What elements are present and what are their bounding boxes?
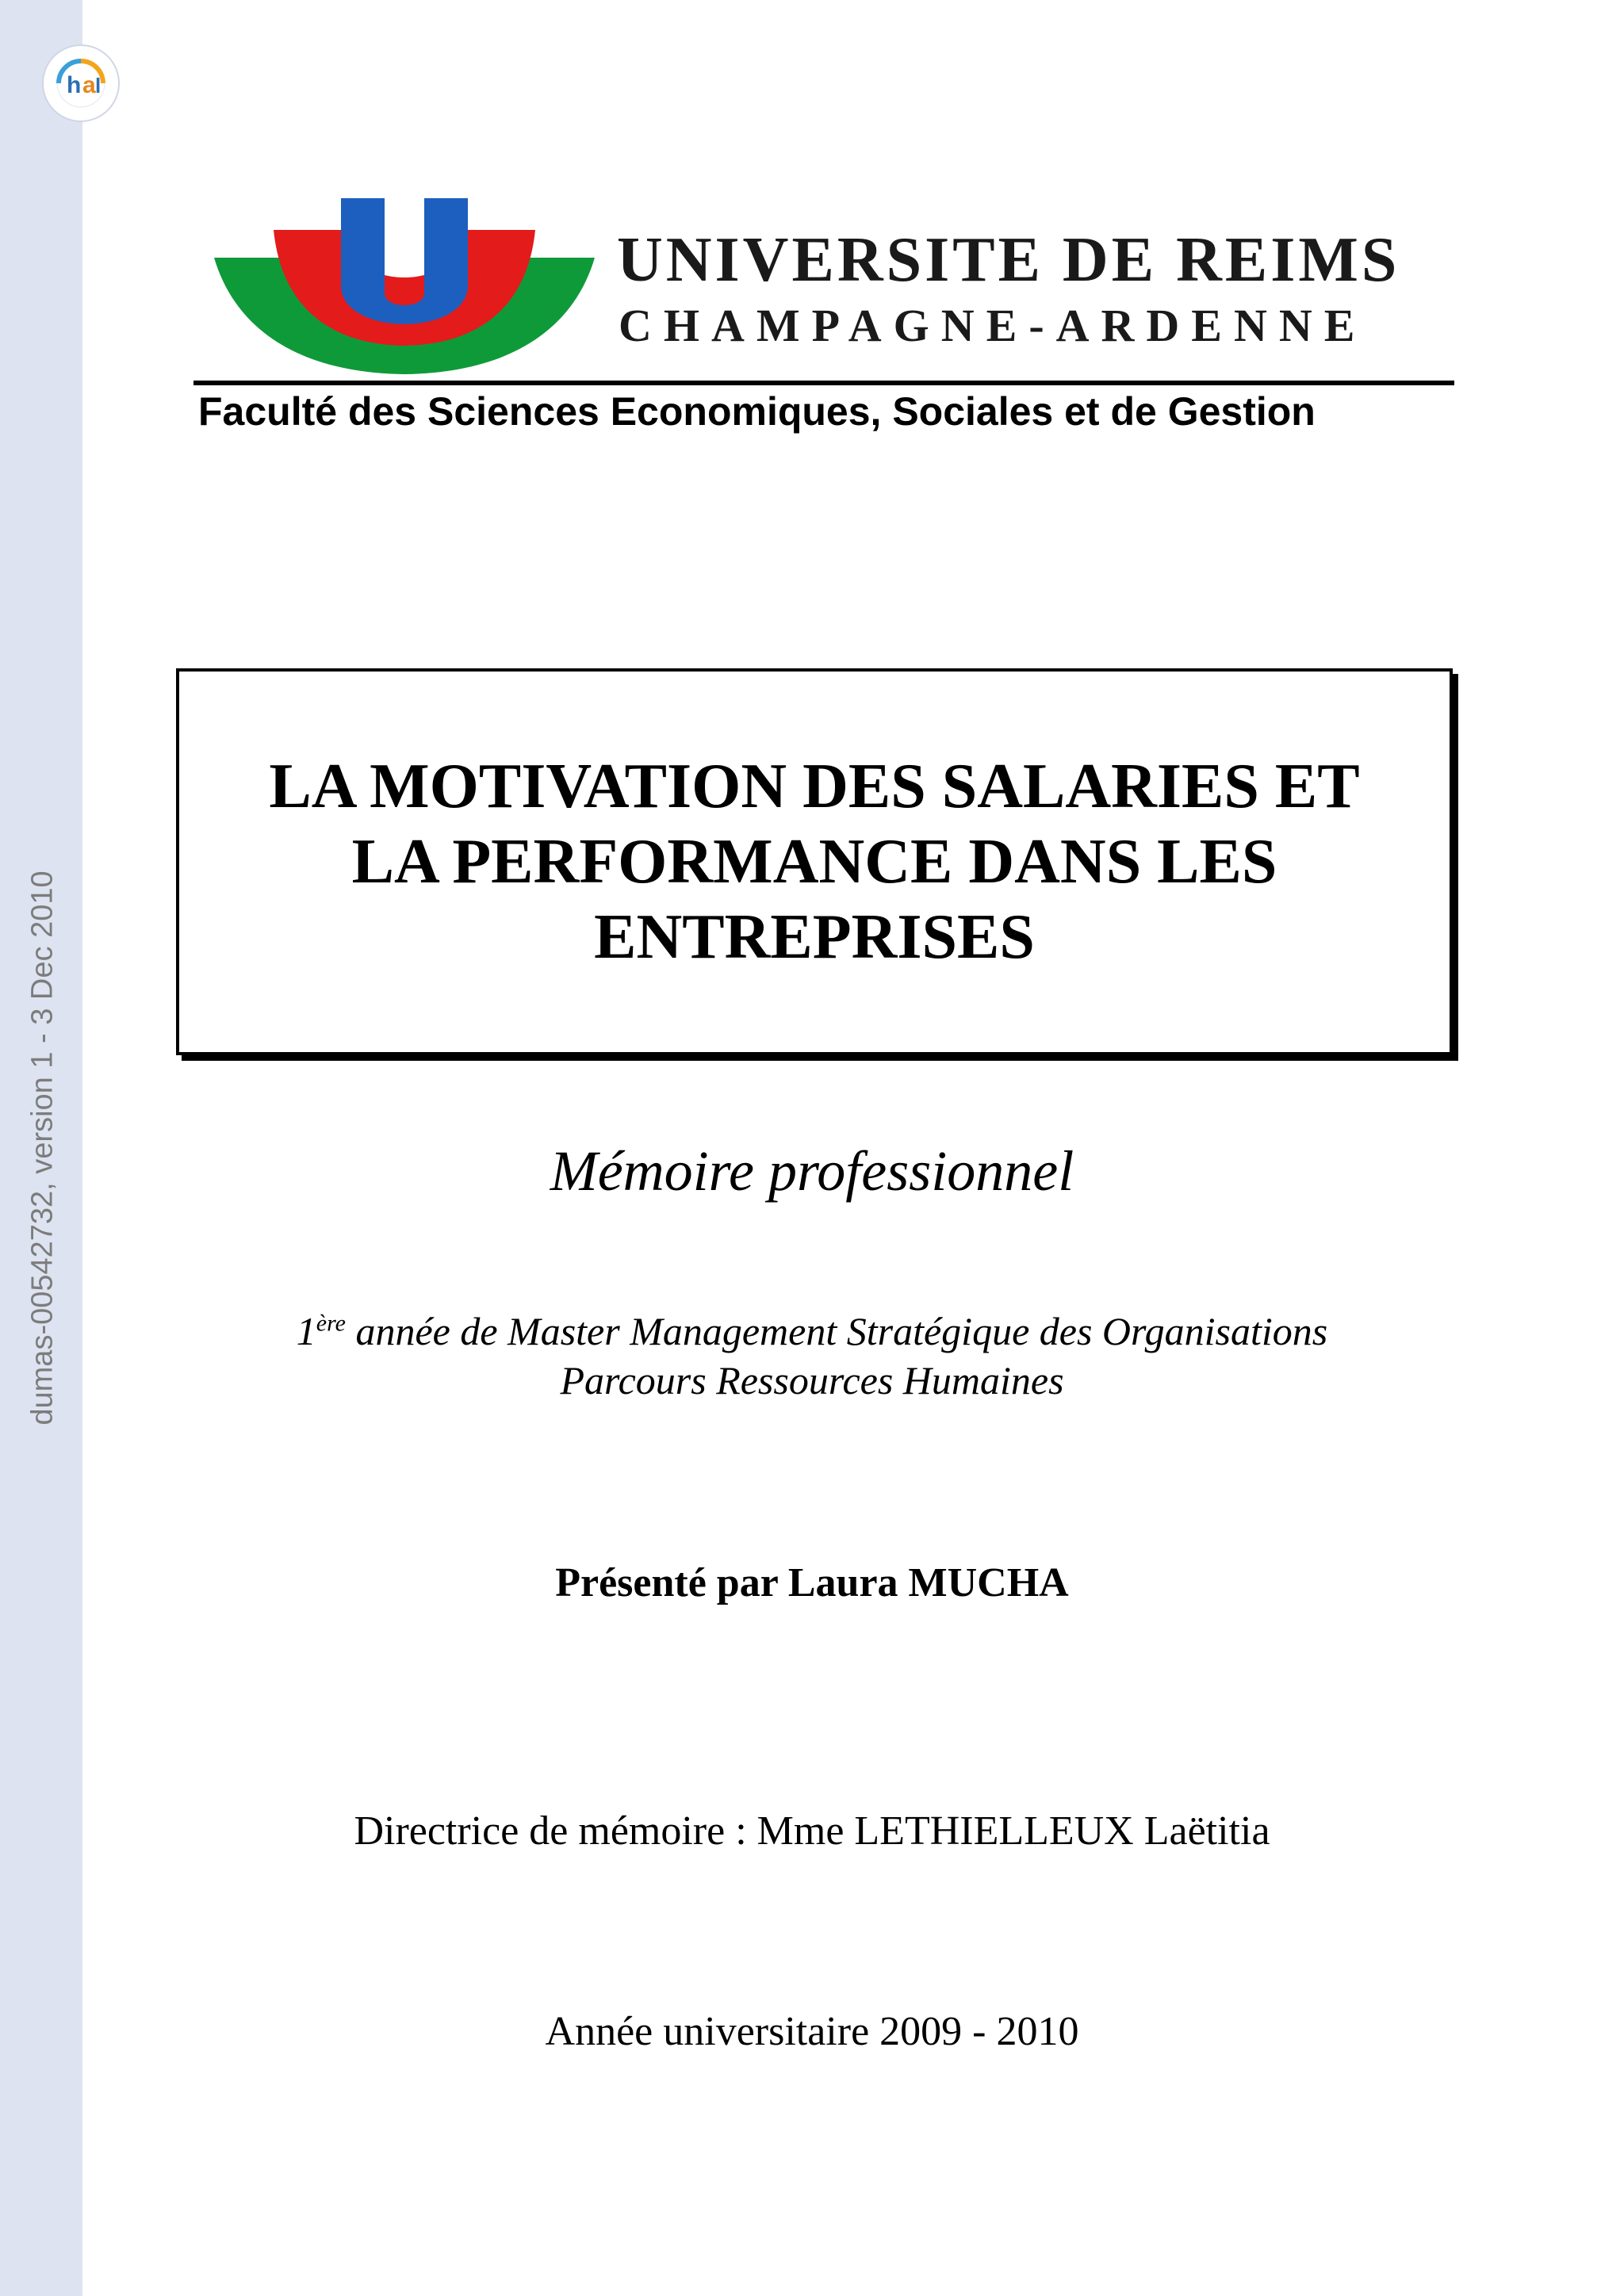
title-box xyxy=(176,668,1453,1055)
university-subtitle: CHAMPAGNE-ARDENNE xyxy=(619,300,1367,351)
title-line-3: ENTREPRISES xyxy=(594,901,1035,972)
program-year-number: 1 xyxy=(296,1309,316,1353)
program-year-suffix: ère xyxy=(316,1310,346,1337)
university-name: UNIVERSITE DE REIMS xyxy=(617,225,1400,295)
header-divider xyxy=(193,381,1454,385)
hal-logo xyxy=(41,44,121,123)
author: Présenté par Laura MUCHA xyxy=(555,1560,1069,1605)
svg-text:h: h xyxy=(67,72,82,98)
faculty-name: Faculté des Sciences Economiques, Sociales et de Gestion xyxy=(198,389,1316,434)
hal-identifier: dumas-00542732, version 1 - 3 Dec 2010 xyxy=(25,871,59,1425)
document-title xyxy=(220,749,1409,975)
svg-text:l: l xyxy=(95,74,102,98)
svg-text:a: a xyxy=(82,72,96,98)
supervisor: Directrice de mémoire : Mme LETHIELLEUX Laëtitia xyxy=(354,1808,1270,1854)
academic-year: Année universitaire 2009 - 2010 xyxy=(545,2009,1079,2054)
title-line-1: LA MOTIVATION DES SALARIES ET xyxy=(269,751,1360,821)
document-type: Mémoire professionnel xyxy=(550,1139,1074,1203)
program-line-2: Parcours Ressources Humaines xyxy=(560,1358,1064,1402)
title-line-2: LA PERFORMANCE DANS LES xyxy=(351,826,1277,897)
program-line-1-text: année de Master Management Stratégique des Organisations xyxy=(345,1309,1328,1353)
program-line-1 xyxy=(82,1308,1542,1354)
university-logo xyxy=(214,198,595,377)
